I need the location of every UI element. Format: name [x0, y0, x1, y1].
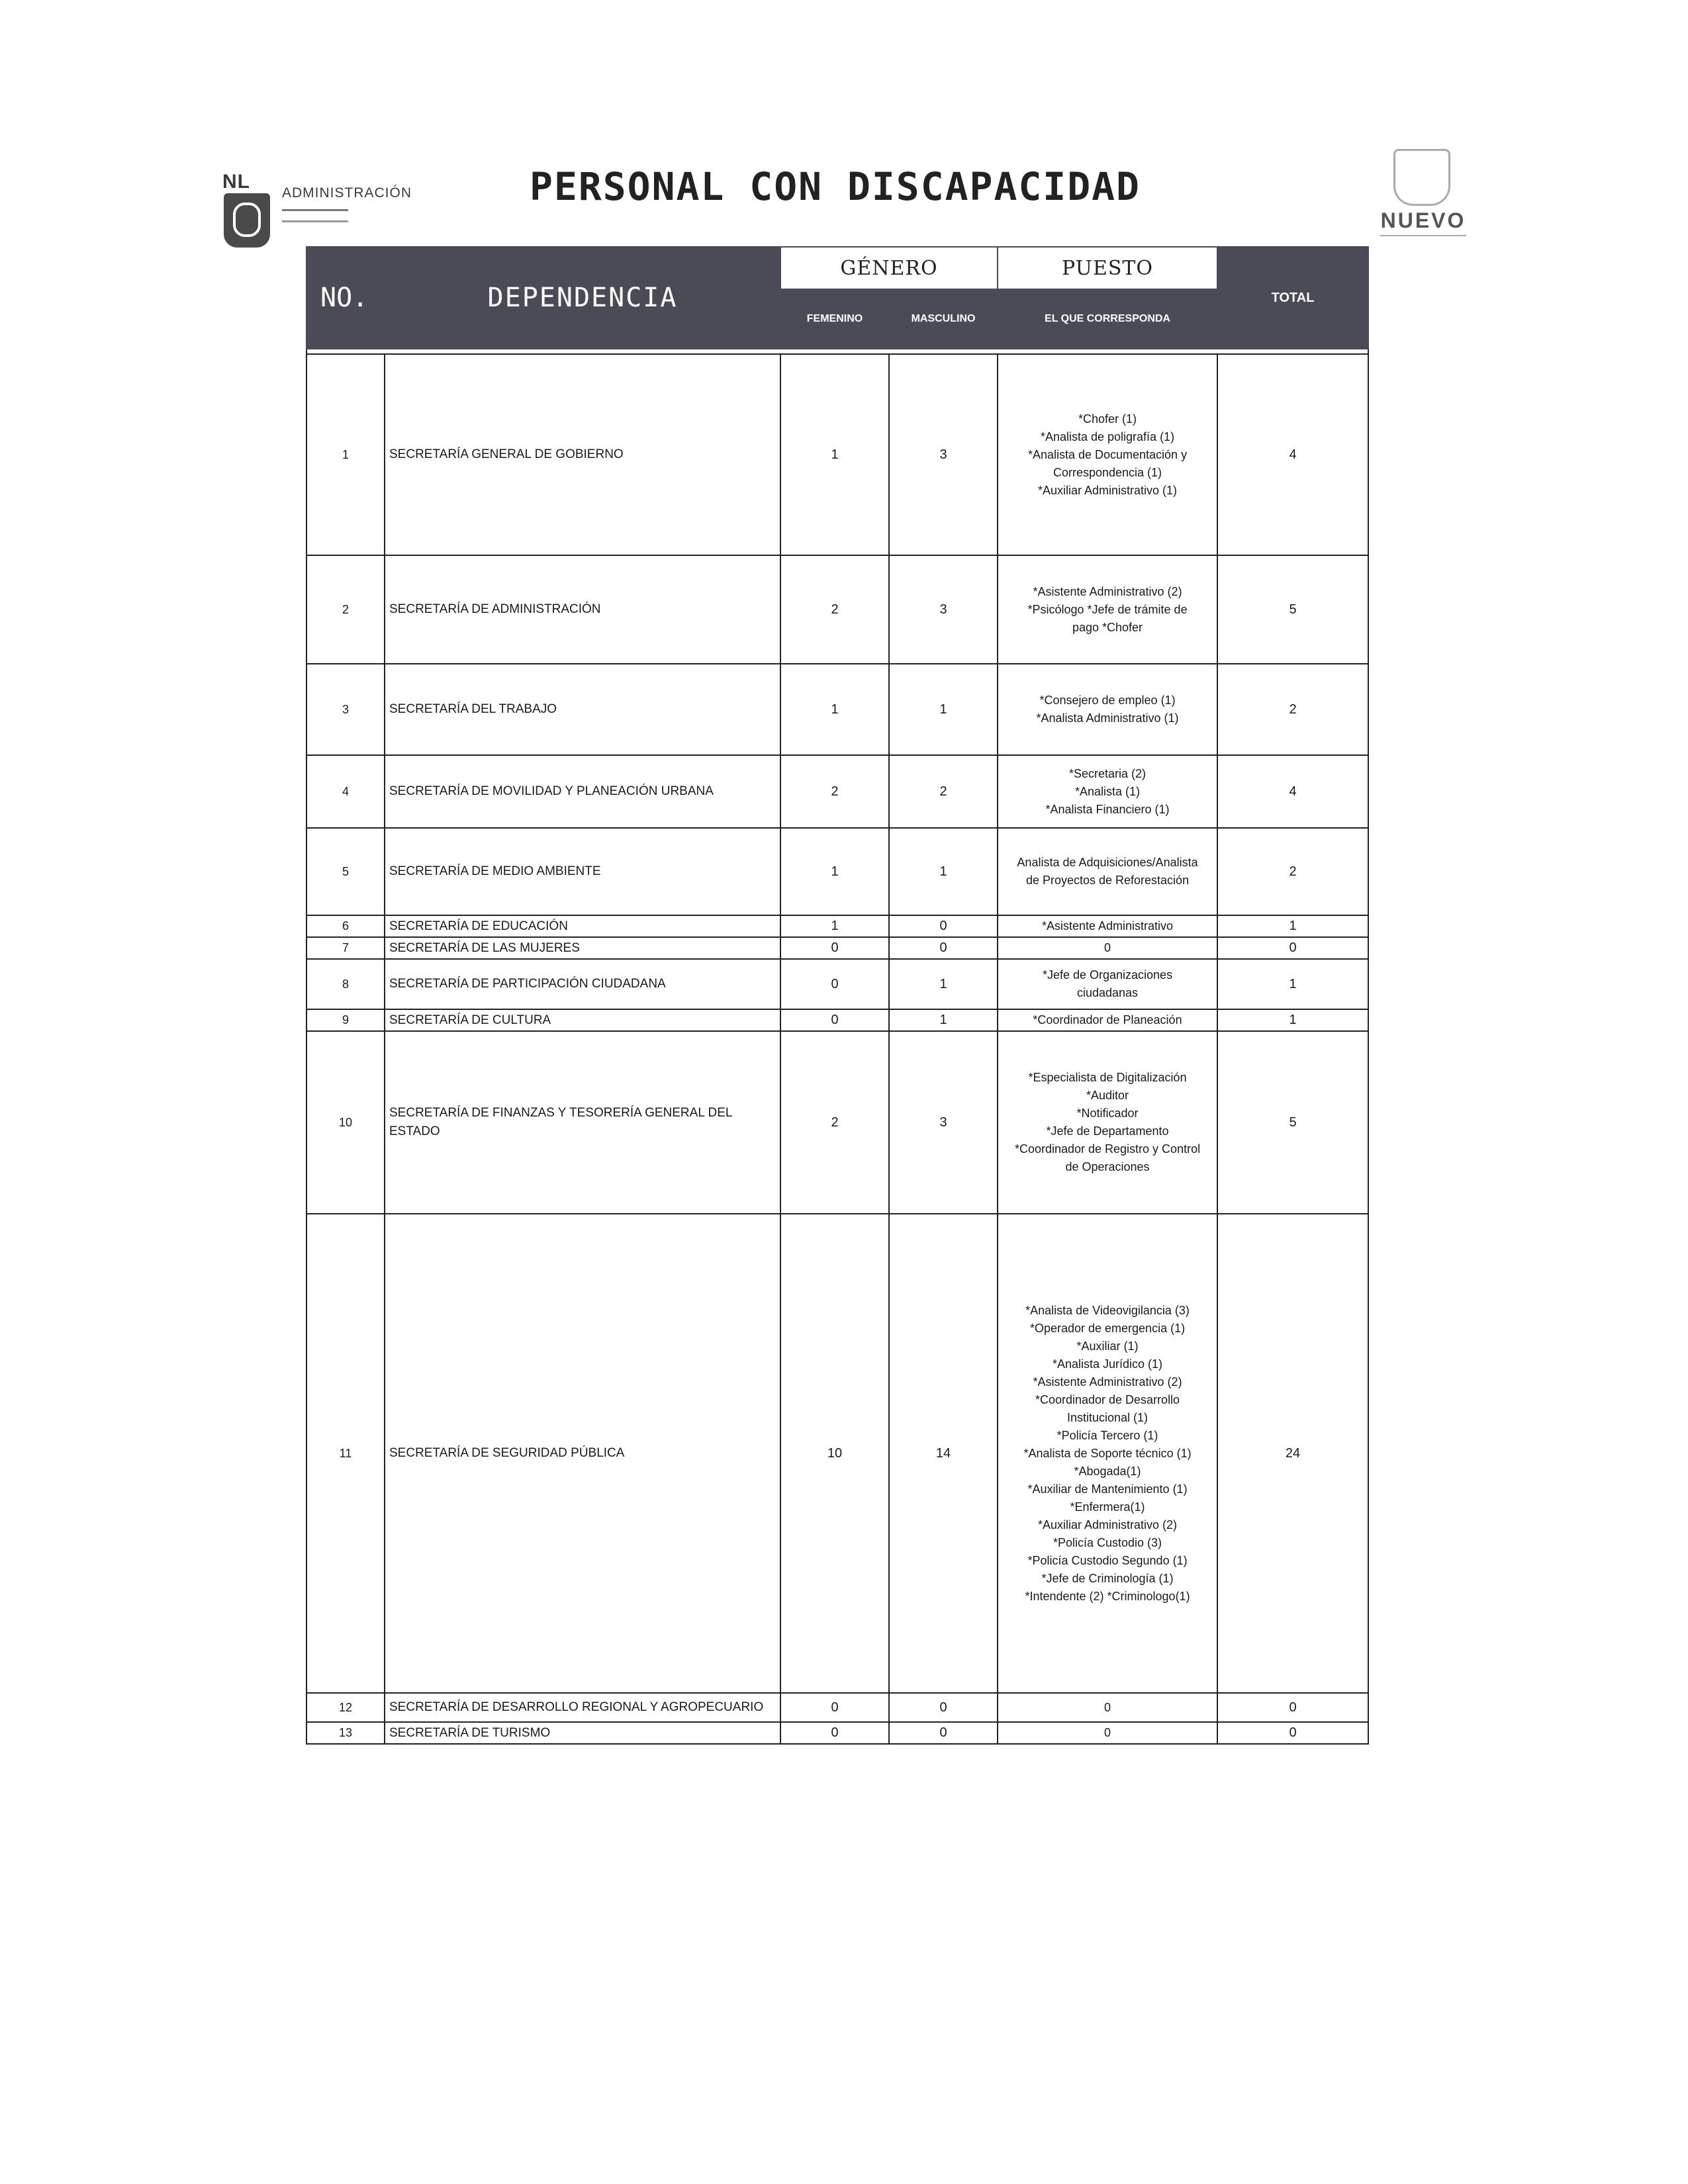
- row-dependencia: SECRETARÍA DE CULTURA: [385, 1009, 780, 1031]
- row-masculino: 14: [889, 1214, 998, 1693]
- puesto-line: *Intendente (2) *Criminologo(1): [1025, 1589, 1190, 1603]
- puesto-line: *Analista Jurídico (1): [1052, 1357, 1163, 1371]
- row-masculino: 3: [889, 354, 998, 555]
- puesto-line: 0: [1104, 1726, 1111, 1739]
- table-row: [306, 555, 1368, 664]
- row-puesto: [998, 915, 1217, 937]
- row-dependencia: SECRETARÍA DE PARTICIPACIÓN CIUDADANA: [385, 959, 780, 1009]
- row-dependencia: SECRETARÍA DE EDUCACIÓN: [385, 915, 780, 937]
- puesto-line: *Auxiliar de Mantenimiento (1): [1027, 1482, 1188, 1496]
- row-number: 8: [306, 959, 385, 1009]
- row-puesto: [998, 664, 1217, 755]
- puesto-line: *Psicólogo *Jefe de trámite de: [1027, 602, 1188, 616]
- row-masculino: 0: [889, 1722, 998, 1744]
- table-row: [306, 1031, 1368, 1214]
- row-femenino: 2: [780, 555, 889, 664]
- table-row: [306, 959, 1368, 1009]
- table-row: [306, 828, 1368, 915]
- row-number: 10: [306, 1031, 385, 1214]
- puesto-line: Institucional (1): [1066, 1410, 1149, 1424]
- puesto-line: *Analista de Documentación y: [1027, 447, 1188, 461]
- row-dependencia: SECRETARÍA DE TURISMO: [385, 1722, 780, 1744]
- row-dependencia: SECRETARÍA DE MOVILIDAD Y PLANEACIÓN URBANA: [385, 755, 780, 828]
- row-total: 0: [1217, 1693, 1368, 1722]
- row-masculino: 0: [889, 1693, 998, 1722]
- row-total: 0: [1217, 937, 1368, 959]
- row-masculino: 1: [889, 664, 998, 755]
- logo-word: NUEVO: [1380, 208, 1466, 232]
- shield-icon: [1393, 149, 1450, 206]
- logo-label: ADMINISTRACIÓN: [282, 185, 412, 201]
- puesto-line: pago *Chofer: [1072, 620, 1143, 634]
- row-dependencia: SECRETARÍA DE DESARROLLO REGIONAL Y AGROPECUARIO: [385, 1693, 780, 1722]
- header-masculino: MASCULINO: [889, 289, 998, 349]
- row-femenino: 1: [780, 664, 889, 755]
- row-puesto: [998, 755, 1217, 828]
- puesto-line: *Policía Tercero (1): [1056, 1428, 1158, 1442]
- row-femenino: 0: [780, 937, 889, 959]
- row-puesto: [998, 937, 1217, 959]
- puesto-line: Analista de Adquisiciones/Analista: [1017, 856, 1198, 869]
- puesto-line: *Auxiliar (1): [1076, 1339, 1139, 1353]
- header-dependencia: DEPENDENCIA: [385, 247, 780, 349]
- puesto-line: *Enfermera(1): [1070, 1500, 1145, 1514]
- table-row: [306, 755, 1368, 828]
- puesto-line: *Analista Administrativo (1): [1036, 711, 1179, 725]
- row-femenino: 2: [780, 1031, 889, 1214]
- row-femenino: 0: [780, 1693, 889, 1722]
- puesto-line: *Auditor: [1086, 1089, 1129, 1102]
- table-row: [306, 664, 1368, 755]
- row-number: 12: [306, 1693, 385, 1722]
- puesto-line: *Analista de Videovigilancia (3): [1025, 1303, 1190, 1317]
- puesto-line: *Coordinador de Planeación: [1033, 1013, 1182, 1026]
- row-femenino: 1: [780, 828, 889, 915]
- logo-underline: [1380, 235, 1466, 240]
- puesto-line: *Especialista de Digitalización: [1028, 1071, 1187, 1084]
- row-femenino: 0: [780, 959, 889, 1009]
- personal-table: [306, 246, 1369, 1745]
- row-total: 4: [1217, 354, 1368, 555]
- row-puesto: [998, 959, 1217, 1009]
- puesto-line: *Asistente Administrativo (2): [1033, 1375, 1182, 1388]
- row-femenino: 1: [780, 915, 889, 937]
- puesto-line: *Jefe de Departamento: [1046, 1124, 1169, 1138]
- row-masculino: 0: [889, 915, 998, 937]
- row-puesto: [998, 354, 1217, 555]
- puesto-line: *Asistente Administrativo: [1041, 919, 1174, 933]
- row-number: 4: [306, 755, 385, 828]
- logo-prefix: NL: [222, 171, 250, 193]
- table-body: [306, 354, 1368, 1744]
- row-masculino: 0: [889, 937, 998, 959]
- row-masculino: 1: [889, 828, 998, 915]
- row-puesto: [998, 1031, 1217, 1214]
- row-total: 1: [1217, 915, 1368, 937]
- row-number: 9: [306, 1009, 385, 1031]
- row-total: 5: [1217, 1031, 1368, 1214]
- puesto-line: *Operador de emergencia (1): [1029, 1321, 1186, 1335]
- puesto-line: *Secretaria (2): [1068, 766, 1147, 780]
- row-total: 1: [1217, 959, 1368, 1009]
- puesto-line: *Coordinador de Registro y Control: [1014, 1142, 1201, 1156]
- table-row: [306, 1214, 1368, 1693]
- row-masculino: 2: [889, 755, 998, 828]
- row-puesto: [998, 1214, 1217, 1693]
- row-total: 2: [1217, 664, 1368, 755]
- header-puesto: PUESTO: [998, 247, 1217, 289]
- puesto-line: ciudadanas: [1076, 986, 1139, 999]
- logo-subtitle-lines: [282, 209, 348, 222]
- row-femenino: 10: [780, 1214, 889, 1693]
- row-number: 7: [306, 937, 385, 959]
- row-number: 2: [306, 555, 385, 664]
- row-dependencia: SECRETARÍA GENERAL DE GOBIERNO: [385, 354, 780, 555]
- puesto-line: *Coordinador de Desarrollo: [1035, 1392, 1180, 1406]
- row-masculino: 1: [889, 959, 998, 1009]
- row-number: 3: [306, 664, 385, 755]
- header-el-que-corresponda: EL QUE CORRESPONDA: [998, 289, 1217, 349]
- row-number: 11: [306, 1214, 385, 1693]
- row-number: 6: [306, 915, 385, 937]
- row-number: 13: [306, 1722, 385, 1744]
- row-dependencia: SECRETARÍA DE ADMINISTRACIÓN: [385, 555, 780, 664]
- puesto-line: *Analista Financiero (1): [1045, 802, 1170, 816]
- row-masculino: 3: [889, 555, 998, 664]
- puesto-line: *Policía Custodio Segundo (1): [1027, 1553, 1188, 1567]
- row-dependencia: SECRETARÍA DE LAS MUJERES: [385, 937, 780, 959]
- row-dependencia: SECRETARÍA DE FINANZAS Y TESORERÍA GENERAL DEL ESTADO: [385, 1031, 780, 1214]
- puesto-line: *Consejero de empleo (1): [1039, 694, 1176, 707]
- puesto-line: *Analista de Soporte técnico (1): [1023, 1446, 1192, 1460]
- row-total: 2: [1217, 828, 1368, 915]
- table-row: [306, 1693, 1368, 1722]
- nuevo-leon-logo: [1374, 142, 1473, 242]
- row-puesto: [998, 1009, 1217, 1031]
- puesto-line: *Analista de poligrafía (1): [1040, 430, 1175, 443]
- row-puesto: [998, 555, 1217, 664]
- puesto-line: de Proyectos de Reforestación: [1025, 874, 1190, 887]
- puesto-line: *Auxiliar Administrativo (1): [1037, 483, 1178, 497]
- row-dependencia: SECRETARÍA DE SEGURIDAD PÚBLICA: [385, 1214, 780, 1693]
- header-genero: GÉNERO: [780, 247, 998, 289]
- header-femenino: FEMENINO: [780, 289, 889, 349]
- header-total: TOTAL: [1217, 247, 1368, 349]
- puesto-line: *Asistente Administrativo (2): [1033, 584, 1182, 598]
- header-no: NO.: [306, 247, 385, 349]
- row-femenino: 0: [780, 1722, 889, 1744]
- row-masculino: 3: [889, 1031, 998, 1214]
- puesto-line: *Jefe de Organizaciones: [1042, 968, 1173, 981]
- row-number: 5: [306, 828, 385, 915]
- puesto-line: *Analista (1): [1074, 784, 1141, 798]
- table-row: [306, 915, 1368, 937]
- row-total: 0: [1217, 1722, 1368, 1744]
- row-masculino: 1: [889, 1009, 998, 1031]
- puesto-line: *Chofer (1): [1078, 412, 1137, 426]
- row-femenino: 1: [780, 354, 889, 555]
- table-row: [306, 354, 1368, 555]
- page-title: PERSONAL CON DISCAPACIDAD: [530, 164, 1141, 209]
- row-femenino: 2: [780, 755, 889, 828]
- row-puesto: [998, 1722, 1217, 1744]
- table-row: [306, 937, 1368, 959]
- row-total: 24: [1217, 1214, 1368, 1693]
- row-total: 1: [1217, 1009, 1368, 1031]
- puesto-line: *Auxiliar Administrativo (2): [1037, 1518, 1178, 1531]
- puesto-line: de Operaciones: [1065, 1160, 1150, 1173]
- administracion-logo: [222, 171, 434, 250]
- table-row: [306, 1009, 1368, 1031]
- puesto-line: *Policía Custodio (3): [1053, 1535, 1162, 1549]
- row-total: 4: [1217, 755, 1368, 828]
- puesto-line: *Jefe de Criminología (1): [1041, 1571, 1174, 1585]
- row-dependencia: SECRETARÍA DE MEDIO AMBIENTE: [385, 828, 780, 915]
- puesto-line: 0: [1104, 941, 1111, 954]
- row-puesto: [998, 828, 1217, 915]
- table-row: [306, 1722, 1368, 1744]
- puesto-line: *Abogada(1): [1074, 1464, 1141, 1478]
- puesto-line: 0: [1104, 1700, 1111, 1714]
- puesto-line: Correspondencia (1): [1053, 465, 1162, 479]
- row-puesto: [998, 1693, 1217, 1722]
- row-femenino: 0: [780, 1009, 889, 1031]
- row-dependencia: SECRETARÍA DEL TRABAJO: [385, 664, 780, 755]
- puesto-line: *Notificador: [1076, 1107, 1139, 1120]
- row-total: 5: [1217, 555, 1368, 664]
- crest-icon: [224, 193, 270, 248]
- row-number: 1: [306, 354, 385, 555]
